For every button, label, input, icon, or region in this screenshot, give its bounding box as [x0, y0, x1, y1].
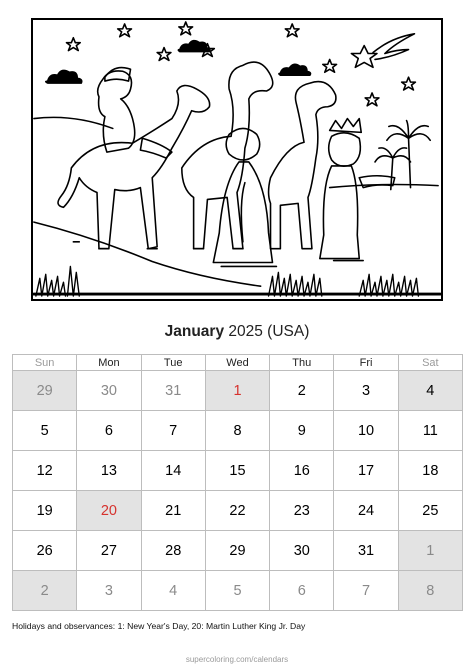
day-cell: 2	[270, 371, 334, 411]
three-kings-camels-image	[33, 20, 441, 299]
day-cell: 19	[13, 491, 77, 531]
week-row	[13, 531, 463, 571]
day-cell: 5	[13, 411, 77, 451]
day-cell: 12	[13, 451, 77, 491]
day-cell: 9	[270, 411, 334, 451]
day-cell: 30	[270, 531, 334, 571]
day-cell: 31	[141, 371, 205, 411]
year-region: 2025 (USA)	[228, 323, 310, 340]
week-row	[13, 411, 463, 451]
day-cell: 1	[398, 531, 462, 571]
day-cell: 27	[77, 531, 141, 571]
day-cell: 13	[77, 451, 141, 491]
week-row	[13, 491, 463, 531]
day-cell: 8	[398, 571, 462, 611]
day-cell: 2	[13, 571, 77, 611]
footer-source: supercoloring.com/calendars	[185, 655, 289, 664]
week-row	[13, 571, 463, 611]
day-cell: 30	[77, 371, 141, 411]
king-icon	[320, 119, 395, 261]
week-row	[13, 451, 463, 491]
day-cell: 29	[205, 531, 269, 571]
week-row	[13, 371, 463, 411]
day-cell: 4	[398, 371, 462, 411]
day-cell: 22	[205, 491, 269, 531]
day-cell: 8	[205, 411, 269, 451]
day-cell: 17	[334, 451, 398, 491]
camel-icon	[182, 62, 273, 249]
weekday-header: Sun	[13, 355, 77, 371]
weekday-header: Tue	[141, 355, 205, 371]
holidays-note: Holidays and observances: 1: New Year's Day, 20: Martin Luther King Jr. Day	[12, 621, 306, 631]
day-cell: 25	[398, 491, 462, 531]
day-cell: 7	[141, 411, 205, 451]
camel-icon	[58, 68, 210, 249]
day-cell: 28	[141, 531, 205, 571]
day-cell: 4	[141, 571, 205, 611]
calendar-title	[0, 322, 474, 342]
day-cell: 24	[334, 491, 398, 531]
day-cell: 11	[398, 411, 462, 451]
day-cell: 29	[13, 371, 77, 411]
day-cell: 6	[270, 571, 334, 611]
day-cell: 21	[141, 491, 205, 531]
cloud-icon	[279, 64, 311, 75]
calendar-body	[13, 371, 463, 611]
day-cell: 7	[334, 571, 398, 611]
day-cell: 26	[13, 531, 77, 571]
palm-tree-icon	[375, 121, 430, 190]
cloud-icon	[178, 41, 210, 52]
weekday-header: Thu	[270, 355, 334, 371]
day-cell: 23	[270, 491, 334, 531]
day-cell: 3	[77, 571, 141, 611]
day-cell: 5	[205, 571, 269, 611]
shooting-star-icon	[351, 34, 414, 68]
month-name: January	[164, 323, 225, 340]
weekday-header: Sat	[398, 355, 462, 371]
cloud-icon	[46, 70, 82, 83]
day-cell: 10	[334, 411, 398, 451]
weekday-header: Fri	[334, 355, 398, 371]
day-cell: 1	[205, 371, 269, 411]
weekday-header: Mon	[77, 355, 141, 371]
camel-icon	[269, 82, 336, 249]
weekday-header: Wed	[205, 355, 269, 371]
weekday-header-row	[13, 355, 463, 371]
day-cell: 20	[77, 491, 141, 531]
day-cell: 3	[334, 371, 398, 411]
day-cell: 15	[205, 451, 269, 491]
day-cell: 14	[141, 451, 205, 491]
day-cell: 31	[334, 531, 398, 571]
day-cell: 18	[398, 451, 462, 491]
day-cell: 16	[270, 451, 334, 491]
coloring-illustration	[31, 18, 443, 301]
day-cell: 6	[77, 411, 141, 451]
calendar-grid	[12, 354, 463, 611]
